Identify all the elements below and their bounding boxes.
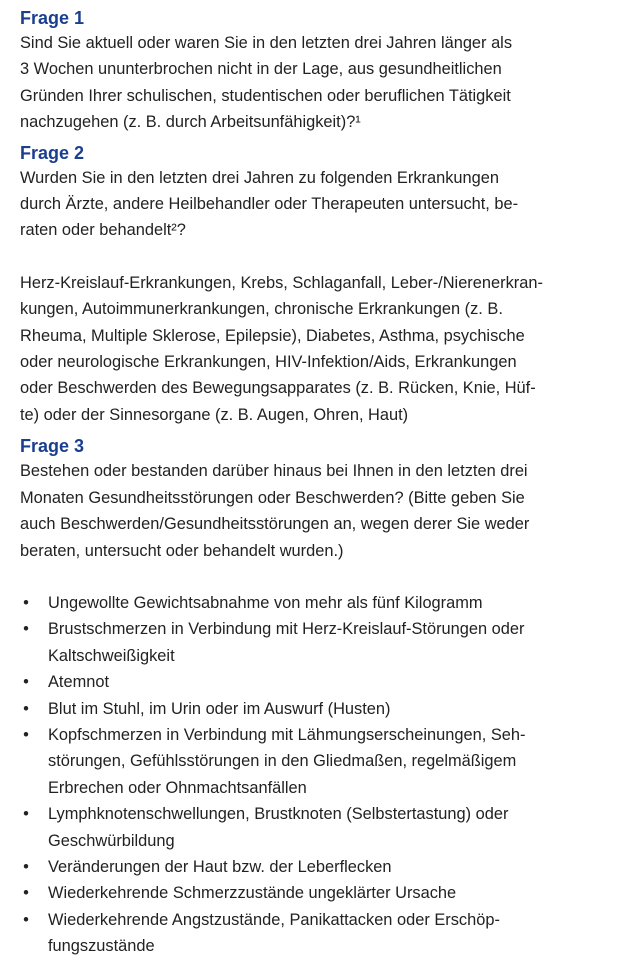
symptom-list-item (20, 801, 604, 854)
symptom-list-item (20, 590, 604, 616)
bullet-icon: • (23, 805, 29, 824)
symptom-list-item (20, 696, 604, 722)
question-1-text: Sind Sie aktuell oder waren Sie in den letzten drei Jahren länger als 3 Wochen ununterbrochen nicht in der Lage, aus gesundheitlichen Gründen Ihrer schulischen, studentischen oder beruflichen Tätigkeit nachzugehen (z. B. durch Arbeitsunfähigkeit)?¹ (20, 34, 513, 132)
symptom-list-item (20, 907, 604, 960)
spacer (20, 564, 604, 590)
bullet-icon: • (23, 699, 29, 718)
bullet-icon: • (23, 620, 29, 639)
symptom-text: Veränderungen der Haut bzw. der Leberflecken (48, 857, 392, 876)
symptom-text: Wiederkehrende Schmerzzustände ungeklärter Ursache (48, 884, 457, 903)
symptom-text: Kopfschmerzen in Verbindung mit Lähmungserscheinungen, Seh- störungen, Gefühlsstörungen in den Gliedmaßen, regelmäßigem Erbrechen oder Ohnmachtsanfällen (48, 725, 526, 797)
bullet-icon: • (23, 910, 29, 929)
bullet-icon: • (23, 593, 29, 612)
spacer (20, 244, 604, 270)
symptom-list-item (20, 854, 604, 880)
symptom-text: Lymphknotenschwellungen, Brustknoten (Selbstertastung) oder Geschwürbildung (48, 805, 509, 850)
question-2-heading: Frage 2 (20, 142, 85, 163)
symptom-list (20, 590, 604, 960)
question-2 (20, 141, 604, 429)
symptom-text: Brustschmerzen in Verbindung mit Herz-Kreislauf-Störungen oder Kaltschweißigkeit (48, 620, 525, 665)
question-1 (20, 6, 604, 136)
question-1-heading: Frage 1 (20, 8, 85, 28)
symptom-text: Wiederkehrende Angstzustände, Panikattacken oder Erschöp- fungszustände (48, 910, 500, 956)
question-3-heading: Frage 3 (20, 436, 85, 457)
question-2-conditions-list: Herz-Kreislauf-Erkrankungen, Krebs, Schlaganfall, Leber-/Nierenerkran- kungen, Autoimmunerkrankungen, chronische Erkrankungen (z. B. Rheuma, Multiple Sklerose, Epilepsie), Diabetes, Asthma, psychische oder neurologische Erkrankungen, HIV-Infektion/Aids, Erkrankungen oder Beschwerden des Bewegungsapparates (z. B. Rücken, Knie, Hüf- te) oder der Sinnesorgane (z. B. Augen, Ohren, Haut) (20, 273, 543, 424)
question-3-text: Bestehen oder bestanden darüber hinaus bei Ihnen in den letzten drei Monaten Gesundheitsstörungen oder Beschwerden? (Bitte geben Sie auch Beschwerden/Gesundheitsstörungen an, wegen derer Sie weder beraten, untersucht oder behandelt wurden.) (20, 462, 530, 560)
bullet-icon: • (23, 857, 29, 876)
symptom-text: Blut im Stuhl, im Urin oder im Auswurf (Husten) (48, 699, 391, 718)
bullet-icon: • (23, 725, 29, 744)
bullet-icon: • (23, 884, 29, 903)
question-3 (20, 434, 604, 959)
bullet-icon: • (23, 673, 29, 692)
symptom-list-item (20, 880, 604, 906)
question-2-text: Wurden Sie in den letzten drei Jahren zu folgenden Erkrankungen durch Ärzte, andere Heilbehandler oder Therapeuten untersucht, be- raten oder behandelt²? (20, 168, 519, 240)
symptom-text: Ungewollte Gewichtsabnahme von mehr als fünf Kilogramm (48, 593, 483, 612)
symptom-text: Atemnot (48, 673, 110, 692)
symptom-list-item (20, 616, 604, 669)
symptom-list-item (20, 722, 604, 801)
symptom-list-item (20, 669, 604, 695)
